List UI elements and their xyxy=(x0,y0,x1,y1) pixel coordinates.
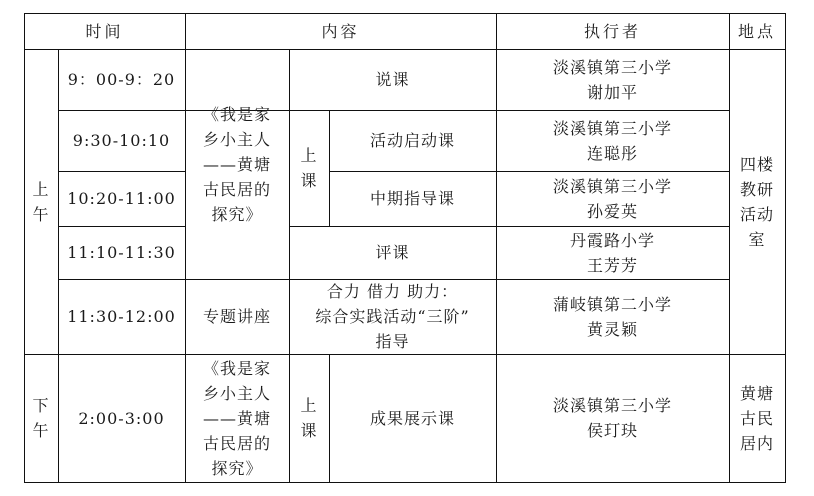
topic-morning: 《我是家 乡小主人 ——黄塘 古民居的 探究》 xyxy=(202,104,271,224)
header-location: 地点 xyxy=(737,21,776,41)
class-label-morning: 上 课 xyxy=(300,146,318,190)
time-slot: 9:30-10:10 xyxy=(72,131,171,150)
lecture-label: 专题讲座 xyxy=(202,307,271,326)
location-afternoon: 黄塘 古民 居内 xyxy=(739,383,774,453)
table-border-bottom xyxy=(24,482,785,483)
executor-cell: 淡溪镇第三小学 连聪彤 xyxy=(552,118,672,163)
executor-cell: 淡溪镇第三小学 孙爱英 xyxy=(552,176,672,221)
header-executor: 执行者 xyxy=(583,21,641,41)
executor-cell: 蒲岐镇第二小学 黄灵颖 xyxy=(552,294,672,339)
activity-pingke: 评课 xyxy=(375,243,410,262)
activity-qidong: 活动启动课 xyxy=(369,131,455,150)
executor-cell: 淡溪镇第三小学 谢加平 xyxy=(552,57,672,102)
time-slot: 11:10-11:30 xyxy=(67,243,176,262)
period-morning: 上 午 xyxy=(32,179,50,224)
activity-shuoke: 说课 xyxy=(375,70,410,89)
topic-afternoon: 《我是家 乡小主人 ——黄塘 古民居的 探究》 xyxy=(202,358,271,478)
time-slot: 10:20-11:00 xyxy=(67,189,176,208)
time-slot: 2:00-3:00 xyxy=(78,408,165,428)
activity-chengguo: 成果展示课 xyxy=(369,408,455,428)
executor-cell: 淡溪镇第三小学 侯玎玦 xyxy=(552,396,672,440)
table-border-right xyxy=(785,13,786,483)
time-slot: 11:30-12:00 xyxy=(67,307,176,326)
time-slot: 9：00-9：20 xyxy=(67,70,176,89)
executor-cell: 丹霞路小学 王芳芳 xyxy=(569,230,655,275)
activity-zhongqi: 中期指导课 xyxy=(369,189,455,208)
location-morning: 四楼 教研 活动 室 xyxy=(739,154,774,249)
header-time: 时间 xyxy=(85,21,124,41)
lecture-title: 合力 借力 助力： 综合实践活动“三阶” 指导 xyxy=(315,282,470,351)
period-afternoon: 下 午 xyxy=(32,396,50,440)
header-content: 内容 xyxy=(321,21,360,41)
class-label-afternoon: 上 课 xyxy=(300,396,318,440)
